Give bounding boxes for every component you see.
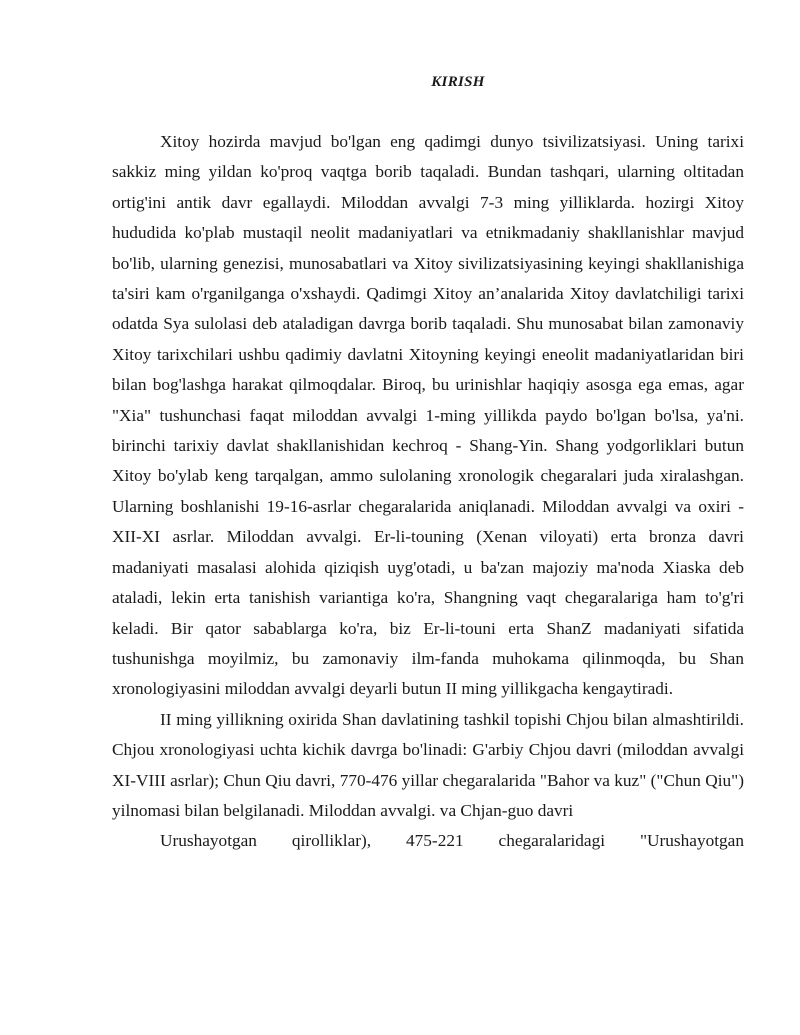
paragraph-1: Xitoy hozirda mavjud bo'lgan eng qadimgi dunyo tsivilizatsiyasi. Uning tarixi sakkiz ming yildan ko'proq vaqtga borib taqaladi. Bundan tashqari, ularning oltitadan ortig'ini antik davr egallaydi. Miloddan avvalgi 7-3 ming yilliklarda. hozirgi Xitoy hududida ko'plab mustaqil neolit madaniyatlari va etnikmadaniy shakllanishlar mavjud bo'lib, ularning genezisi, munosabatlari va Xitoy sivilizatsiyasining keyingi shakllanishiga ta'siri kam o'rganilganga o'xshaydi. Qadimgi Xitoy an’analarida Xitoy davlatchiligi tarixi odatda Sya sulolasi deb ataladigan davrga borib taqaladi. Shu munosabat bilan zamonaviy Xitoy tarixchilari ushbu qadimiy davlatni Xitoyning keyingi eneolit madaniyatlaridan biri bilan bog'lashga harakat qilmoqdalar. Biroq, bu urinishlar haqiqiy asosga ega emas, agar "Xia" tushunchasi faqat miloddan avvalgi 1-ming yillikda paydo bo'lgan bo'lsa, ya'ni. birinchi tarixiy davlat shakllanishidan kechroq - Shang-Yin. Shang yodgorliklari butun Xitoy bo'ylab keng tarqalgan, ammo sulolaning xronologik chegaralari juda xiralashgan. Ularning boshlanishi 19-16-asrlar chegaralarida aniqlanadi. Miloddan avvalgi va oxiri - XII-XI asrlar. Miloddan avvalgi. Er-li-touning (Xenan viloyati) erta bronza davri madaniyati masalasi alohida qiziqish uyg'otadi, u ba'zan majoziy ma'noda Xiaska deb ataladi, lekin erta tanishish variantiga ko'ra, Shangning vaqt chegaralariga ham to'g'ri keladi. Bir qator sabablarga ko'ra, biz Er-li-touni erta ShanZ madaniyati sifatida tushunishga moyilmiz, bu zamonaviy ilm-fanda muhokama qilinmoqda, bu Shan xronologiyasini miloddan avvalgi deyarli butun II ming yillikgacha kengaytiradi. [112, 132, 744, 699]
paragraph-3-fragment: Urushayotgan qirolliklar), 475-221 chegaralaridagi "Urushayotgan [160, 831, 744, 851]
document-title: KIRISH [431, 74, 485, 90]
paragraph-2: II ming yillikning oxirida Shan davlatining tashkil topishi Chjou bilan almashtirildi. Chjou xronologiyasi uchta kichik davrga bo'linadi: G'arbiy Chjou davri (miloddan avvalgi XI-VIII asrlar); Chun Qiu davri, 770-476 yillar chegaralarida "Bahor va kuz" ("Chun Qiu") yilnomasi bilan belgilanadi. Miloddan avvalgi. va Chjan-guo davri [112, 709, 744, 820]
